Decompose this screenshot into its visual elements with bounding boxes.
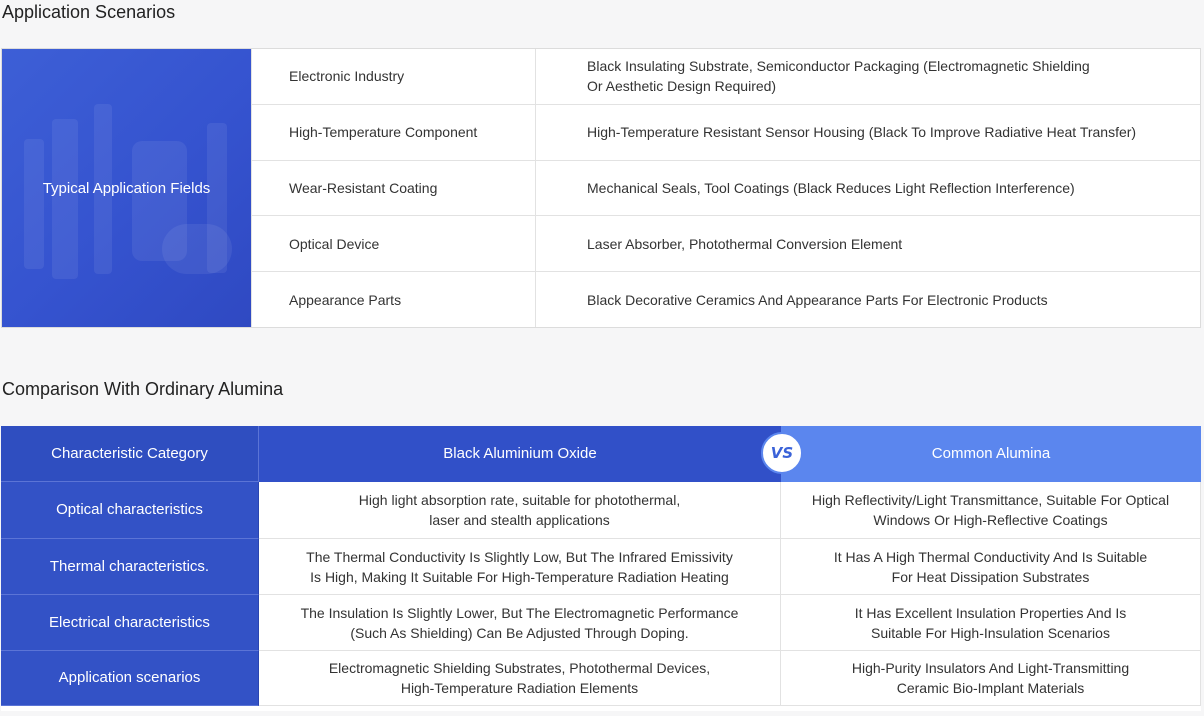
field-name: High-Temperature Component xyxy=(251,105,536,160)
row-category: Application scenarios xyxy=(1,651,259,706)
field-name: Wear-Resistant Coating xyxy=(251,161,536,216)
table-row xyxy=(251,161,1200,217)
common-value: High-Purity Insulators And Light-Transmitting Ceramic Bio-Implant Materials xyxy=(781,651,1201,706)
field-name: Appearance Parts xyxy=(251,272,536,327)
typical-application-fields-label: Typical Application Fields xyxy=(42,179,211,197)
field-description: High-Temperature Resistant Sensor Housing (Black To Improve Radiative Heat Transfer) xyxy=(587,124,1137,141)
field-description: Black Decorative Ceramics And Appearance Parts For Electronic Products xyxy=(587,291,1048,308)
table-row xyxy=(251,105,1200,161)
field-name: Electronic Industry xyxy=(251,49,536,104)
header-black-label: Black Aluminium Oxide xyxy=(443,445,597,462)
table-row xyxy=(251,216,1200,272)
application-scenarios-table xyxy=(1,48,1201,328)
header-common-alumina: Common Alumina xyxy=(781,426,1201,482)
field-description: Laser Absorber, Photothermal Conversion Element xyxy=(587,235,903,252)
black-value: High light absorption rate, suitable for photothermal, laser and stealth applications xyxy=(259,482,781,539)
row-category: Optical characteristics xyxy=(1,482,259,539)
header-characteristic-category: Characteristic Category xyxy=(1,426,259,482)
row-category: Thermal characteristics. xyxy=(1,539,259,595)
row-category: Electrical characteristics xyxy=(1,595,259,651)
header-black-aluminium-oxide xyxy=(259,426,794,482)
common-value: High Reflectivity/Light Transmittance, Suitable For Optical Windows Or High-Reflective Coatings xyxy=(781,482,1201,539)
field-name: Optical Device xyxy=(251,216,536,271)
black-value: The Thermal Conductivity Is Slightly Low, But The Infrared Emissivity Is High, Making It Suitable For High-Temperature Radiation Heating xyxy=(259,539,781,595)
application-scenarios-title: Application Scenarios xyxy=(2,2,176,22)
table-row xyxy=(251,49,1200,105)
application-rows xyxy=(251,49,1200,327)
table-row xyxy=(251,272,1200,327)
comparison-title: Comparison With Ordinary Alumina xyxy=(2,379,284,399)
black-value: Electromagnetic Shielding Substrates, Photothermal Devices, High-Temperature Radiation Elements xyxy=(259,651,781,706)
vs-badge-icon: VS xyxy=(761,432,803,474)
typical-application-fields-panel xyxy=(2,49,251,327)
field-description: Mechanical Seals, Tool Coatings (Black Reduces Light Reflection Interference) xyxy=(587,179,1075,196)
field-description: Black Insulating Substrate, Semiconductor Packaging (Electromagnetic Shielding Or Aesthetic Design Required) xyxy=(587,58,1090,95)
comparison-table xyxy=(1,426,1201,711)
common-value: It Has Excellent Insulation Properties And Is Suitable For High-Insulation Scenarios xyxy=(781,595,1201,651)
black-value: The Insulation Is Slightly Lower, But The Electromagnetic Performance (Such As Shielding) Can Be Adjusted Through Doping. xyxy=(259,595,781,651)
common-value: It Has A High Thermal Conductivity And Is Suitable For Heat Dissipation Substrates xyxy=(781,539,1201,595)
